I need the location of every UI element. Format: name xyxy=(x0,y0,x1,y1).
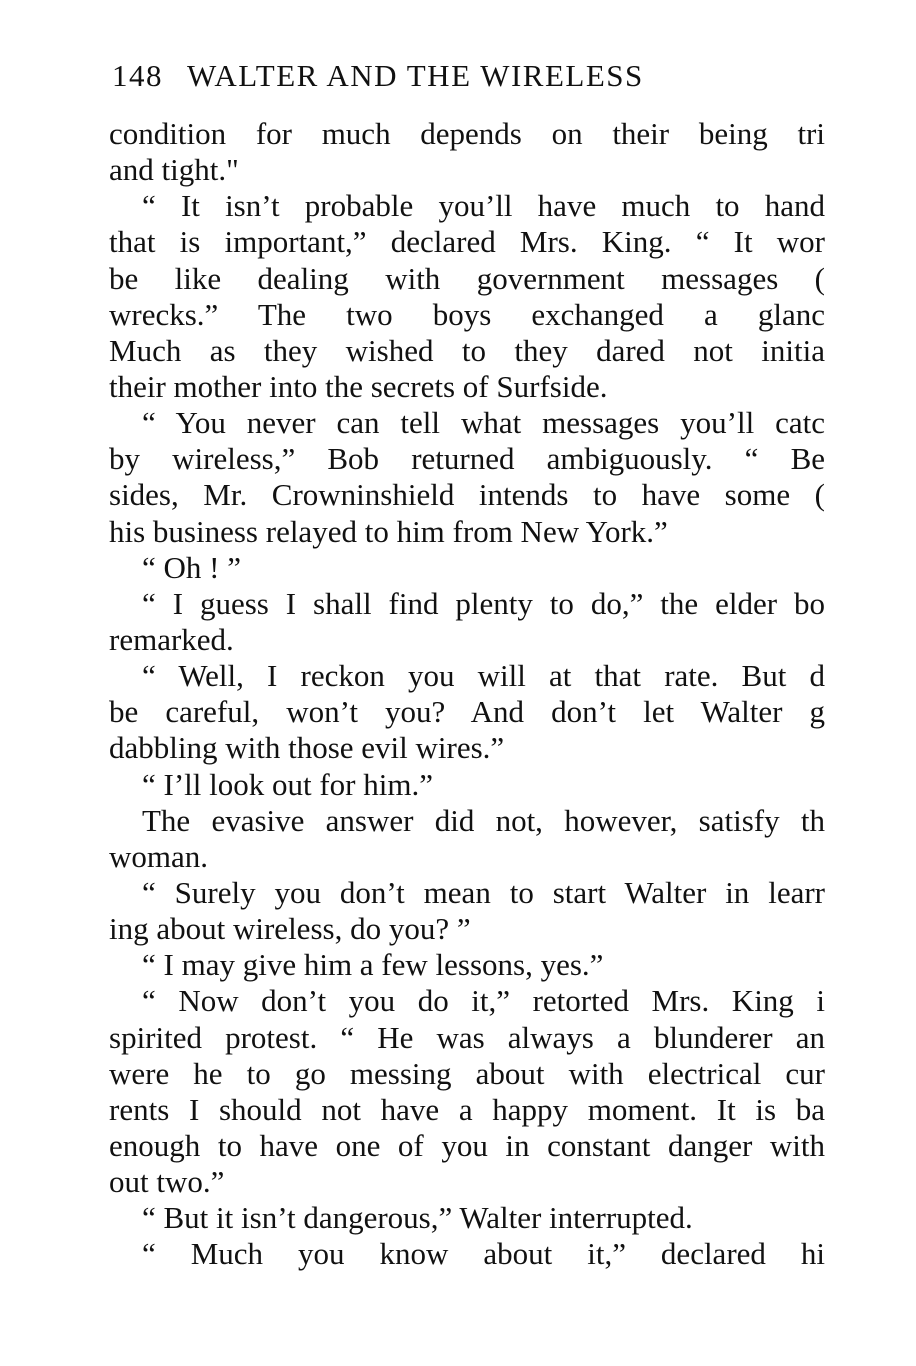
text-line: rents I should not have a happy moment. It is ba xyxy=(109,1091,825,1127)
text-line: be like dealing with government messages ( xyxy=(109,260,825,296)
running-head xyxy=(112,58,644,94)
text-line: sides, Mr. Crowninshield intends to have some ( xyxy=(109,477,825,513)
page-number: 148 xyxy=(112,58,163,93)
text-line: remarked. xyxy=(109,621,234,657)
text-line: “ Well, I reckon you will at that rate. But d xyxy=(142,658,825,694)
text-line: their mother into the secrets of Surfside. xyxy=(109,368,608,404)
text-line: “ You never can tell what messages you’ll catc xyxy=(142,405,825,441)
text-line: be careful, won’t you? And don’t let Walter g xyxy=(109,694,825,730)
text-line: wrecks.” The two boys exchanged a glanc xyxy=(109,296,825,332)
text-line: woman. xyxy=(109,838,209,874)
text-line: by wireless,” Bob returned ambiguously. “ Be xyxy=(109,441,825,477)
text-line: The evasive answer did not, however, satisfy th xyxy=(142,802,825,838)
text-line: “ It isn’t probable you’ll have much to hand xyxy=(142,188,825,224)
text-line: and tight." xyxy=(109,152,239,188)
text-line: “ But it isn’t dangerous,” Walter interrupted. xyxy=(142,1200,693,1236)
text-line: enough to have one of you in constant danger with xyxy=(109,1127,825,1163)
running-title: WALTER AND THE WIRELESS xyxy=(187,58,644,93)
text-line: “ I guess I shall find plenty to do,” the elder bo xyxy=(142,585,825,621)
text-line: spirited protest. “ He was always a blunderer an xyxy=(109,1019,825,1055)
text-line: “ Oh ! ” xyxy=(142,549,241,585)
text-line: dabbling with those evil wires.” xyxy=(109,730,505,766)
text-line: that is important,” declared Mrs. King. “ It wor xyxy=(109,224,825,260)
text-line: out two.” xyxy=(109,1164,225,1200)
text-line: ing about wireless, do you? ” xyxy=(109,911,471,947)
text-line: “ Surely you don’t mean to start Walter in learr xyxy=(142,874,825,910)
text-line: his business relayed to him from New York.” xyxy=(109,513,668,549)
text-line: “ I may give him a few lessons, yes.” xyxy=(142,947,604,983)
body-text xyxy=(109,116,825,1273)
text-line: “ Much you know about it,” declared hi xyxy=(142,1236,825,1272)
text-line: condition for much depends on their being tri xyxy=(109,116,825,151)
text-line: “ I’ll look out for him.” xyxy=(142,766,433,802)
text-line: were he to go messing about with electrical cur xyxy=(109,1055,825,1091)
text-line: Much as they wished to they dared not initia xyxy=(109,332,825,368)
text-line: “ Now don’t you do it,” retorted Mrs. King i xyxy=(142,983,825,1019)
